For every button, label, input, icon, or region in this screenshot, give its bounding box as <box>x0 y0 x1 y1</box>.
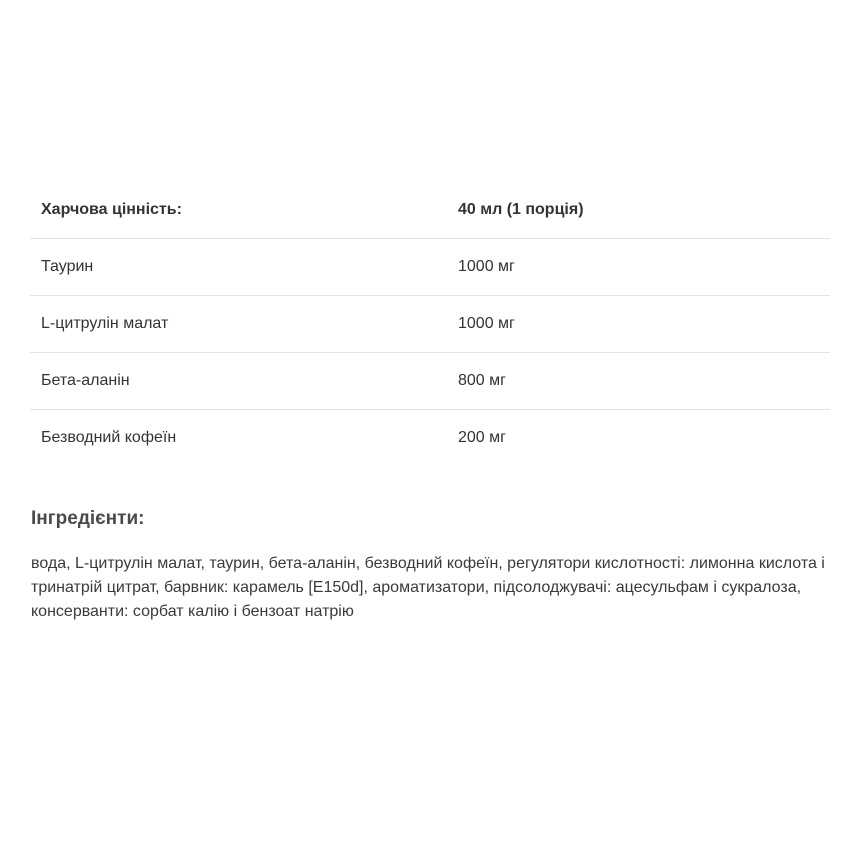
table-row <box>30 410 830 467</box>
table-row <box>30 239 830 296</box>
table-row <box>30 353 830 410</box>
nutrient-name: Таурин <box>30 239 447 296</box>
ingredients-text: вода, L-цитрулін малат, таурин, бета-аланін, безводний кофеїн, регулятори кислотності: лимонна кислота і тринатрій цитрат, барвник: карамель [E150d], ароматизатори, підсолоджувачі: ацесульфам і сукралоза, консерванти: сорбат калію і бензоат натрію <box>31 555 825 620</box>
nutrition-table <box>30 182 830 466</box>
nutrient-name: Бета-аланін <box>30 353 447 410</box>
header-serving-size: 40 мл (1 порція) <box>447 182 830 239</box>
nutrient-amount: 200 мг <box>458 429 506 446</box>
nutrient-name: L-цитрулін малат <box>30 296 447 353</box>
ingredients-heading: Інгредієнти: <box>31 508 145 529</box>
table-row <box>30 296 830 353</box>
table-header-row <box>30 182 830 239</box>
nutrient-amount: 800 мг <box>447 353 830 410</box>
nutrient-amount: 1000 мг <box>447 239 830 296</box>
nutrient-amount: 1000 мг <box>447 296 830 353</box>
nutrient-name: Безводний кофеїн <box>41 429 177 446</box>
header-label: Харчова цінність: <box>30 182 447 239</box>
